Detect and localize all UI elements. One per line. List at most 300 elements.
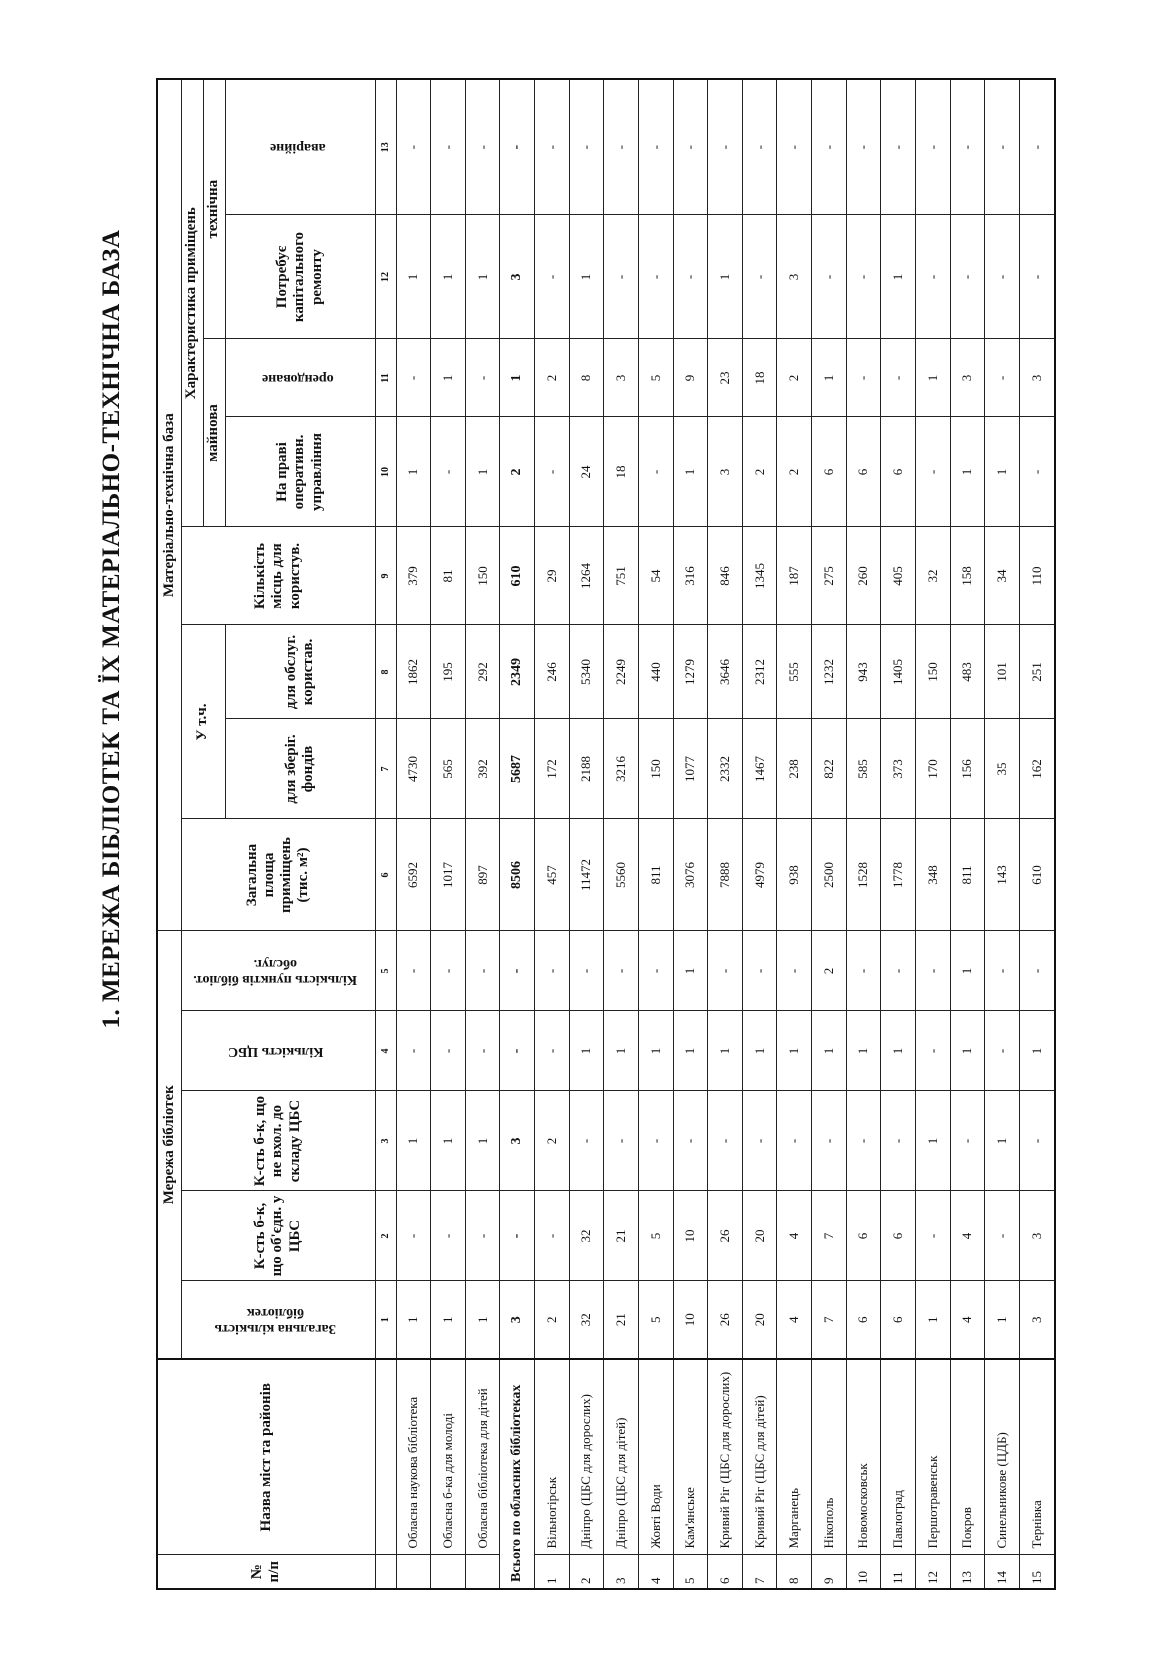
table-cell: - (881, 79, 916, 215)
header-num: № п/п (157, 1555, 375, 1589)
table-cell: - (673, 215, 708, 339)
table-cell: 251 (1019, 625, 1055, 719)
table-cell: 32 (569, 1191, 604, 1281)
table-cell: 195 (431, 625, 466, 719)
row-name: Покров (950, 1359, 985, 1555)
table-cell: 1 (569, 1011, 604, 1091)
table-cell: 1 (396, 1091, 431, 1191)
header-operative: На праві оперативн. управління (225, 417, 375, 527)
header-material: Матеріально-технічна база (157, 79, 181, 931)
table-cell: - (777, 931, 812, 1011)
table-cell: 1 (950, 931, 985, 1011)
table-cell: - (604, 1091, 639, 1191)
table-cell: 18 (742, 339, 777, 417)
header-technical: технічна (203, 79, 225, 339)
row-name: Новомосковськ (846, 1359, 881, 1555)
table-cell: - (431, 79, 466, 215)
table-cell: 3216 (604, 719, 639, 819)
table-cell: 3 (1019, 1191, 1055, 1281)
table-row (604, 79, 639, 1589)
table-cell: 4 (777, 1281, 812, 1359)
table-cell: 1 (777, 1011, 812, 1091)
table-row (535, 79, 570, 1589)
row-number: 8 (777, 1555, 812, 1589)
header-total-libs: Загальна кількість бібліотек (181, 1281, 375, 1359)
row-number: 12 (915, 1555, 950, 1589)
table-cell: 3076 (673, 819, 708, 931)
table-row (465, 79, 500, 1589)
row-name: Обласна наукова бібліотека (396, 1359, 431, 1555)
row-name: Павлоград (881, 1359, 916, 1555)
table-cell: - (1019, 931, 1055, 1011)
row-number: 10 (846, 1555, 881, 1589)
table-cell: 143 (985, 819, 1020, 931)
column-number: 2 (375, 1191, 396, 1281)
table-cell: - (638, 215, 673, 339)
table-cell: - (673, 79, 708, 215)
table-cell: - (915, 931, 950, 1011)
table-cell: 6 (812, 417, 847, 527)
table-cell: 158 (950, 527, 985, 625)
table-cell: - (1019, 215, 1055, 339)
table-cell: 172 (535, 719, 570, 819)
table-row (396, 79, 431, 1589)
row-number: 9 (812, 1555, 847, 1589)
table-cell: 238 (777, 719, 812, 819)
table-cell: 1 (950, 1011, 985, 1091)
table-cell: - (396, 339, 431, 417)
table-cell: 32 (915, 527, 950, 625)
table-row (985, 79, 1020, 1589)
row-name: Тернівка (1019, 1359, 1055, 1555)
table-cell: - (742, 1091, 777, 1191)
table-cell: - (465, 931, 500, 1011)
table-cell: 1 (985, 1281, 1020, 1359)
row-number: 4 (638, 1555, 673, 1589)
table-cell: 5560 (604, 819, 639, 931)
table-cell: 2 (812, 931, 847, 1011)
table-cell: 6 (881, 1191, 916, 1281)
column-number: 9 (375, 527, 396, 625)
row-name: Кам'янське (673, 1359, 708, 1555)
table-cell: 2312 (742, 625, 777, 719)
table-cell: 1 (431, 339, 466, 417)
table-cell: 1 (500, 339, 535, 417)
table-cell: - (777, 79, 812, 215)
table-cell: - (465, 79, 500, 215)
column-number: 4 (375, 1011, 396, 1091)
row-name: Марганець (777, 1359, 812, 1555)
table-cell: 379 (396, 527, 431, 625)
table-cell: 1 (812, 339, 847, 417)
header-cbs-count: Кількість ЦБС (181, 1011, 375, 1091)
table-cell: 24 (569, 417, 604, 527)
header-name: Назва міст та районів (157, 1359, 375, 1555)
table-cell: - (604, 215, 639, 339)
table-cell: 156 (950, 719, 985, 819)
table-cell: - (396, 1191, 431, 1281)
table-cell: 1 (673, 417, 708, 527)
table-cell: 20 (742, 1281, 777, 1359)
table-cell: 1528 (846, 819, 881, 931)
table-row (638, 79, 673, 1589)
table-cell: 26 (708, 1281, 743, 1359)
header-premises: Характеристика приміщень (181, 79, 203, 527)
column-number: 10 (375, 417, 396, 527)
table-cell: 32 (569, 1281, 604, 1359)
table-cell: - (812, 1091, 847, 1191)
table-cell: 3 (500, 1091, 535, 1191)
table-cell: 457 (535, 819, 570, 931)
column-number: 7 (375, 719, 396, 819)
header-property: майнова (203, 339, 225, 527)
table-cell: - (985, 1011, 1020, 1091)
table-cell: - (1019, 417, 1055, 527)
table-cell: 3 (500, 215, 535, 339)
row-name: Першотравенськ (915, 1359, 950, 1555)
table-cell: 440 (638, 625, 673, 719)
table-cell: - (465, 339, 500, 417)
row-number: 2 (569, 1555, 604, 1589)
table-cell: - (846, 79, 881, 215)
table-cell: 8506 (500, 819, 535, 931)
table-cell: 187 (777, 527, 812, 625)
table-cell: 150 (465, 527, 500, 625)
table-cell: - (881, 931, 916, 1011)
table-cell: - (812, 215, 847, 339)
table-cell: - (950, 79, 985, 215)
row-name: Всього по обласних бібліотеках (500, 1359, 535, 1589)
header-network: Мережа бібліотек (157, 931, 181, 1359)
header-emergency: аварійне (225, 79, 375, 215)
table-row (569, 79, 604, 1589)
table-cell: 1 (881, 1011, 916, 1091)
table-cell: - (881, 1091, 916, 1191)
table-cell: 6 (846, 417, 881, 527)
header-seats: Кількість місць для користув. (181, 527, 375, 625)
table-cell: - (846, 215, 881, 339)
header-repair: Потребує капітального ремонту (225, 215, 375, 339)
table-cell: 392 (465, 719, 500, 819)
table-cell: - (604, 931, 639, 1011)
table-cell: 2500 (812, 819, 847, 931)
table-row (812, 79, 847, 1589)
table-row (500, 79, 535, 1589)
table-cell: 1 (708, 1011, 743, 1091)
table-cell: 5 (638, 339, 673, 417)
table-cell: 162 (1019, 719, 1055, 819)
table-cell: - (638, 79, 673, 215)
column-numbers-row (375, 79, 396, 1589)
table-cell: 1 (569, 215, 604, 339)
row-number (431, 1555, 466, 1589)
table-cell: - (535, 417, 570, 527)
table-cell: 18 (604, 417, 639, 527)
table-cell: 3 (708, 417, 743, 527)
table-cell: 1 (846, 1011, 881, 1091)
table-cell: 2 (777, 417, 812, 527)
table-cell: 2332 (708, 719, 743, 819)
table-cell: 2249 (604, 625, 639, 719)
table-cell: - (950, 1091, 985, 1191)
table-cell: 4 (950, 1281, 985, 1359)
table-cell: 170 (915, 719, 950, 819)
table-cell: 1 (465, 1091, 500, 1191)
table-cell: 11472 (569, 819, 604, 931)
column-number: 5 (375, 931, 396, 1011)
table-cell: 2188 (569, 719, 604, 819)
table-cell: - (1019, 79, 1055, 215)
row-name: Синельникове (ЦДБ) (985, 1359, 1020, 1555)
table-cell: 1 (465, 1281, 500, 1359)
table-cell: 1 (396, 417, 431, 527)
table-cell: 1 (915, 1281, 950, 1359)
table-cell: 23 (708, 339, 743, 417)
table-cell: 6 (846, 1281, 881, 1359)
table-cell: - (742, 215, 777, 339)
table-row (431, 79, 466, 1589)
row-name: Жовті Води (638, 1359, 673, 1555)
row-name: Кривий Ріг (ЦБС для дітей) (742, 1359, 777, 1555)
table-cell: 2 (535, 339, 570, 417)
table-cell: - (985, 215, 1020, 339)
table-cell: - (708, 1091, 743, 1191)
table-cell: 1 (396, 1281, 431, 1359)
table-cell: 316 (673, 527, 708, 625)
table-cell: - (742, 931, 777, 1011)
table-cell: 6 (881, 417, 916, 527)
table-cell: 21 (604, 1281, 639, 1359)
row-number: 13 (950, 1555, 985, 1589)
table-cell: 1 (431, 1281, 466, 1359)
table-cell: 246 (535, 625, 570, 719)
table-cell: 7 (812, 1281, 847, 1359)
table-cell: - (985, 931, 1020, 1011)
table-row (881, 79, 916, 1589)
table-cell: 275 (812, 527, 847, 625)
table-cell: 1 (915, 1091, 950, 1191)
table-cell: 54 (638, 527, 673, 625)
table-cell: 1 (915, 339, 950, 417)
table-body (375, 79, 1055, 1589)
table-cell: - (985, 79, 1020, 215)
header-rented: орендоване (225, 339, 375, 417)
row-name: Дніпро (ЦБС для дітей) (604, 1359, 639, 1555)
table-cell: 6 (881, 1281, 916, 1359)
table-cell: 5687 (500, 719, 535, 819)
table-cell: - (535, 931, 570, 1011)
table-cell: 2349 (500, 625, 535, 719)
table-cell: - (396, 1011, 431, 1091)
table-cell: 29 (535, 527, 570, 625)
table-cell: - (1019, 1091, 1055, 1191)
table-cell: 3 (1019, 339, 1055, 417)
column-number: 12 (375, 215, 396, 339)
table-cell: 5340 (569, 625, 604, 719)
column-number: 8 (375, 625, 396, 719)
table-cell: - (638, 931, 673, 1011)
table-cell: 260 (846, 527, 881, 625)
row-number: 7 (742, 1555, 777, 1589)
table-cell: 3 (950, 339, 985, 417)
table-cell: - (846, 1091, 881, 1191)
table-cell: 2 (742, 417, 777, 527)
table-cell: 81 (431, 527, 466, 625)
table-cell: 373 (881, 719, 916, 819)
row-number: 1 (535, 1555, 570, 1589)
header-area: Загальна площа приміщень (тис. м²) (181, 819, 375, 931)
table-cell: 1 (950, 417, 985, 527)
table-cell: 3646 (708, 625, 743, 719)
table-cell: 555 (777, 625, 812, 719)
column-number: 3 (375, 1091, 396, 1191)
table-cell: - (396, 931, 431, 1011)
table-cell: 101 (985, 625, 1020, 719)
table-cell: 610 (500, 527, 535, 625)
table-cell: 1 (465, 417, 500, 527)
table-cell: 5 (638, 1191, 673, 1281)
library-network-table (156, 78, 1056, 1590)
table-cell: - (881, 339, 916, 417)
header-in-cbs: К-сть б-к, що об'єдн. у ЦБС (181, 1191, 375, 1281)
table-cell: 1 (673, 931, 708, 1011)
table-cell: 26 (708, 1191, 743, 1281)
table-cell: 565 (431, 719, 466, 819)
row-name: Обласна бібліотека для дітей (465, 1359, 500, 1555)
table-cell: 1 (673, 1011, 708, 1091)
table-cell: 811 (638, 819, 673, 931)
table-cell: - (465, 1011, 500, 1091)
table-cell: 3 (1019, 1281, 1055, 1359)
table-cell: - (708, 931, 743, 1011)
table-cell: 1345 (742, 527, 777, 625)
table-cell: - (985, 339, 1020, 417)
row-name: Дніпро (ЦБС для дорослих) (569, 1359, 604, 1555)
table-cell: - (431, 931, 466, 1011)
table-cell: 483 (950, 625, 985, 719)
table-cell: 1 (638, 1011, 673, 1091)
table-cell: - (915, 1011, 950, 1091)
table-cell: 6592 (396, 819, 431, 931)
table-cell: 21 (604, 1191, 639, 1281)
table-cell: 3 (500, 1281, 535, 1359)
row-name: Нікополь (812, 1359, 847, 1555)
column-number: 6 (375, 819, 396, 931)
table-cell: 2 (777, 339, 812, 417)
page-title: 1. МЕРЕЖА БІБЛІОТЕК ТА ЇХ МАТЕРІАЛЬНО-ТЕХНІЧНА БАЗА (98, 229, 125, 1029)
table-cell: 585 (846, 719, 881, 819)
table-row (915, 79, 950, 1589)
table-cell: - (431, 1191, 466, 1281)
table-cell: 4 (950, 1191, 985, 1281)
table-cell: - (535, 215, 570, 339)
table-cell: 1 (396, 215, 431, 339)
table-cell: - (742, 79, 777, 215)
row-number: 15 (1019, 1555, 1055, 1589)
table-cell: - (673, 1091, 708, 1191)
header-service: для обслуг. користав. (225, 625, 375, 719)
table-cell: 751 (604, 527, 639, 625)
table-cell: - (915, 1191, 950, 1281)
table-cell: - (638, 1091, 673, 1191)
table-cell: 1 (431, 215, 466, 339)
table-cell: 3 (777, 215, 812, 339)
table-cell: 2 (535, 1281, 570, 1359)
table-cell: 35 (985, 719, 1020, 819)
row-number: 3 (604, 1555, 639, 1589)
table-cell: 10 (673, 1281, 708, 1359)
row-name: Обласна б-ка для молоді (431, 1359, 466, 1555)
table-cell: 610 (1019, 819, 1055, 931)
table-cell: 1 (742, 1011, 777, 1091)
table-cell: - (569, 931, 604, 1011)
table-cell: - (846, 339, 881, 417)
table-cell: 20 (742, 1191, 777, 1281)
table-cell: 943 (846, 625, 881, 719)
row-number: 5 (673, 1555, 708, 1589)
table-row (1019, 79, 1055, 1589)
table-cell: 150 (638, 719, 673, 819)
header-incl: У т.ч. (181, 625, 225, 819)
table-rotator (156, 80, 1056, 1590)
table-cell: - (638, 417, 673, 527)
table-cell: 4 (777, 1191, 812, 1281)
table-cell: 8 (569, 339, 604, 417)
table-cell: 34 (985, 527, 1020, 625)
table-cell: 938 (777, 819, 812, 931)
table-cell: 110 (1019, 527, 1055, 625)
table-cell: 7888 (708, 819, 743, 931)
table-cell: - (915, 417, 950, 527)
table-cell: - (708, 79, 743, 215)
table-cell: 1 (881, 215, 916, 339)
table-row (673, 79, 708, 1589)
table-cell: 846 (708, 527, 743, 625)
row-number (396, 1555, 431, 1589)
table-cell: 2 (500, 417, 535, 527)
table-cell: 6 (846, 1191, 881, 1281)
table-cell: 4730 (396, 719, 431, 819)
table-cell: 1017 (431, 819, 466, 931)
table-cell: 2 (535, 1091, 570, 1191)
table-row (777, 79, 812, 1589)
table-cell: - (985, 1191, 1020, 1281)
table-cell: - (535, 1011, 570, 1091)
table-cell: - (812, 79, 847, 215)
table-cell: 1 (985, 1091, 1020, 1191)
table-cell: 1 (1019, 1011, 1055, 1091)
table-cell: 1778 (881, 819, 916, 931)
table-cell: 3 (604, 339, 639, 417)
table-cell: 1077 (673, 719, 708, 819)
table-row (742, 79, 777, 1589)
table-cell: 1279 (673, 625, 708, 719)
row-number (465, 1555, 500, 1589)
table-cell: - (569, 1091, 604, 1191)
header-storage: для зберіг. фондів (225, 719, 375, 819)
table-cell: - (950, 215, 985, 339)
row-name: Вільногірськ (535, 1359, 570, 1555)
table-cell: - (500, 1011, 535, 1091)
header-points: Кількість пунктів бібліот. обслуг. (181, 931, 375, 1011)
table-cell: 1 (812, 1011, 847, 1091)
column-number: 11 (375, 339, 396, 417)
table-cell: 1 (465, 215, 500, 339)
table-cell: - (465, 1191, 500, 1281)
table-cell: 1405 (881, 625, 916, 719)
table-cell: 405 (881, 527, 916, 625)
table-cell: 811 (950, 819, 985, 931)
